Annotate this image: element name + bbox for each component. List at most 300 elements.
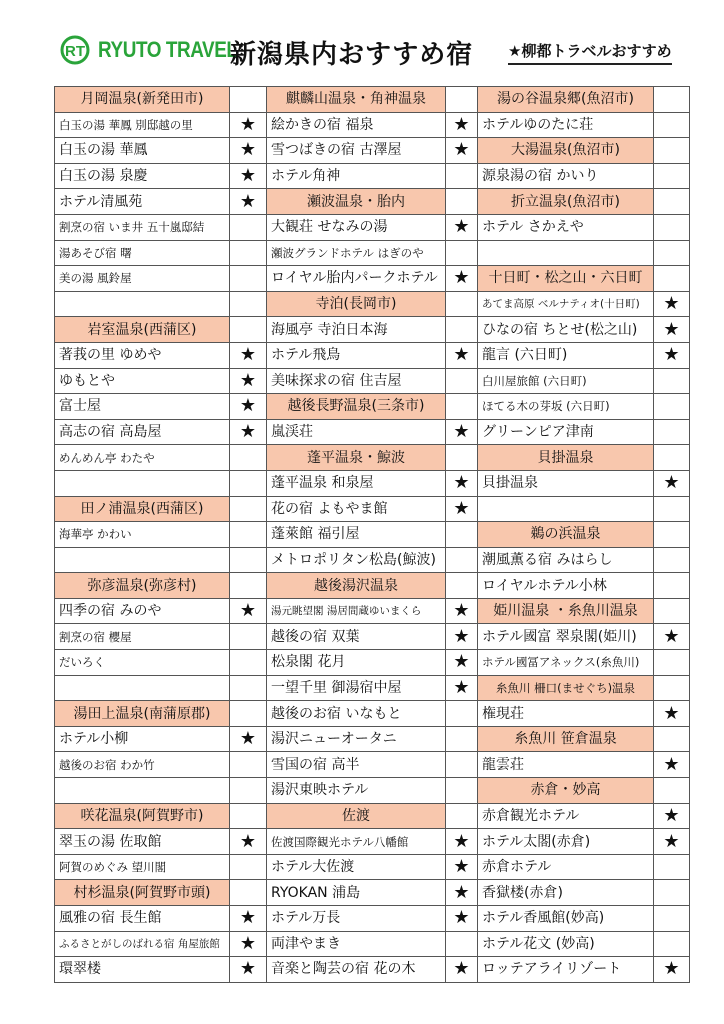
empty-cell	[230, 880, 267, 906]
region-header-row	[267, 189, 478, 215]
empty-cell	[654, 87, 690, 113]
empty-row	[55, 778, 267, 804]
recommended-star-icon: ★	[230, 394, 267, 420]
recommended-star-icon: ★	[230, 931, 267, 957]
region-header-row	[55, 496, 267, 522]
hotel-name: ホテル万長	[267, 906, 446, 932]
recommended-star-icon: ★	[654, 957, 690, 983]
recommended-star-icon: ★	[446, 419, 478, 445]
region-header-row	[478, 189, 690, 215]
hotel-row	[478, 573, 690, 599]
hotel-name: 湯沢東映ホテル	[267, 778, 446, 804]
region-header-row	[478, 522, 690, 548]
hotel-row	[267, 624, 478, 650]
hotel-name: 湯沢ニューオータニ	[267, 726, 446, 752]
empty-row	[478, 496, 690, 522]
hotel-row	[55, 214, 267, 240]
hotel-row	[267, 931, 478, 957]
region-name: 蓬平温泉・鯨波	[267, 445, 446, 471]
empty-cell	[654, 496, 690, 522]
empty-cell	[55, 778, 230, 804]
recommended-star-icon: ★	[654, 470, 690, 496]
hotel-name: 赤倉ホテル	[478, 854, 654, 880]
hotel-row	[478, 547, 690, 573]
hotel-row	[478, 906, 690, 932]
hotel-row	[478, 342, 690, 368]
hotel-list	[54, 86, 689, 981]
region-header-row	[478, 138, 690, 164]
region-header-row	[267, 573, 478, 599]
recommended-star-icon: ★	[446, 342, 478, 368]
hotel-name: ゆもとや	[55, 368, 230, 394]
empty-star-cell	[654, 394, 690, 420]
region-name: 寺泊(長岡市)	[267, 291, 446, 317]
empty-star-cell	[230, 854, 267, 880]
hotel-name: 香獄楼(赤倉)	[478, 880, 654, 906]
hotel-row	[267, 317, 478, 343]
hotel-row	[267, 778, 478, 804]
hotel-row	[478, 317, 690, 343]
hotel-name: 絵かきの宿 福泉	[267, 112, 446, 138]
empty-cell	[230, 701, 267, 727]
hotel-row	[478, 368, 690, 394]
recommended-star-icon: ★	[654, 317, 690, 343]
hotel-name: 権現荘	[478, 701, 654, 727]
empty-star-cell	[654, 573, 690, 599]
recommended-star-icon: ★	[446, 266, 478, 292]
recommended-star-icon: ★	[654, 829, 690, 855]
empty-star-cell	[654, 931, 690, 957]
region-name: 咲花温泉(阿賀野市)	[55, 803, 230, 829]
empty-star-cell	[446, 931, 478, 957]
empty-star-cell	[654, 650, 690, 676]
region-name: 大湯温泉(魚沼市)	[478, 138, 654, 164]
empty-cell	[446, 573, 478, 599]
hotel-row	[55, 624, 267, 650]
empty-row	[55, 470, 267, 496]
empty-star-cell	[654, 214, 690, 240]
region-name: 糸魚川 笹倉温泉	[478, 726, 654, 752]
region-header-row	[267, 291, 478, 317]
recommended-star-icon: ★	[446, 112, 478, 138]
empty-star-cell	[230, 445, 267, 471]
hotel-row	[55, 906, 267, 932]
empty-star-cell	[654, 112, 690, 138]
region-name: 姫川温泉 ・糸魚川温泉	[478, 598, 654, 624]
hotel-row	[267, 829, 478, 855]
hotel-row	[478, 650, 690, 676]
empty-cell	[230, 317, 267, 343]
hotel-row	[55, 419, 267, 445]
empty-cell	[654, 189, 690, 215]
hotel-row	[267, 112, 478, 138]
region-name: 赤倉・妙高	[478, 778, 654, 804]
recommended-star-icon: ★	[446, 854, 478, 880]
hotel-row	[267, 240, 478, 266]
empty-cell	[230, 496, 267, 522]
hotel-row	[478, 931, 690, 957]
hotel-name: 湯元眺望閣 湯居間蔵ゆいまくら	[267, 598, 446, 624]
hotel-name: 白川屋旅館 (六日町)	[478, 368, 654, 394]
recommended-star-icon: ★	[654, 752, 690, 778]
empty-cell	[230, 675, 267, 701]
empty-star-cell	[654, 906, 690, 932]
hotel-name: メトロポリタン松島(鯨波)	[267, 547, 446, 573]
region-header-row	[267, 445, 478, 471]
hotel-name: 越後の宿 双葉	[267, 624, 446, 650]
page-header	[0, 0, 724, 86]
region-header-row	[55, 880, 267, 906]
hotel-name: 白玉の湯 泉慶	[55, 163, 230, 189]
empty-cell	[654, 598, 690, 624]
hotel-row	[267, 854, 478, 880]
hotel-name: ホテル國富 翠泉閣(姫川)	[478, 624, 654, 650]
hotel-name: 風雅の宿 長生館	[55, 906, 230, 932]
recommended-star-icon: ★	[230, 368, 267, 394]
hotel-row	[267, 880, 478, 906]
empty-cell	[230, 547, 267, 573]
hotel-row	[55, 112, 267, 138]
hotel-row	[267, 701, 478, 727]
hotel-name: 佐渡国際観光ホテル八幡館	[267, 829, 446, 855]
hotel-name: 美味探求の宿 住吉屋	[267, 368, 446, 394]
recommended-star-icon: ★	[446, 496, 478, 522]
hotel-row	[478, 854, 690, 880]
hotel-row	[478, 752, 690, 778]
hotel-name: 割烹の宿 いま井 五十嵐邸結	[55, 214, 230, 240]
empty-star-cell	[446, 240, 478, 266]
empty-star-cell	[446, 752, 478, 778]
hotel-name: 音楽と陶芸の宿 花の木	[267, 957, 446, 983]
hotel-name: 蓬平温泉 和泉屋	[267, 470, 446, 496]
hotel-name: 白玉の湯 華鳳	[55, 138, 230, 164]
empty-cell	[654, 726, 690, 752]
hotel-row	[267, 957, 478, 983]
recommended-star-icon: ★	[654, 624, 690, 650]
hotel-row	[267, 163, 478, 189]
empty-cell	[230, 573, 267, 599]
empty-star-cell	[446, 317, 478, 343]
hotel-name: あてま高原 ベルナティオ(十日町)	[478, 291, 654, 317]
hotel-row	[267, 419, 478, 445]
recommended-star-icon: ★	[230, 112, 267, 138]
hotel-row	[478, 214, 690, 240]
recommended-star-icon: ★	[446, 624, 478, 650]
hotel-column-1	[54, 86, 267, 983]
region-header-row	[478, 445, 690, 471]
hotel-row	[55, 189, 267, 215]
hotel-name: 美の湯 風鈴屋	[55, 266, 230, 292]
hotel-row	[55, 138, 267, 164]
hotel-name: 高志の宿 高島屋	[55, 419, 230, 445]
hotel-row	[55, 368, 267, 394]
empty-cell	[654, 778, 690, 804]
hotel-row	[478, 957, 690, 983]
hotel-row	[55, 163, 267, 189]
hotel-row	[55, 829, 267, 855]
empty-cell	[55, 470, 230, 496]
region-name: 瀬波温泉・胎内	[267, 189, 446, 215]
recommended-star-icon: ★	[446, 650, 478, 676]
hotel-column-2	[266, 86, 478, 983]
hotel-name: RYOKAN 浦島	[267, 880, 446, 906]
hotel-name: グリーンピア津南	[478, 419, 654, 445]
region-header-row	[55, 803, 267, 829]
region-name: 折立温泉(魚沼市)	[478, 189, 654, 215]
hotel-name: ほてる木の芽坂 (六日町)	[478, 394, 654, 420]
empty-cell	[230, 803, 267, 829]
hotel-name: ホテル太閤(赤倉)	[478, 829, 654, 855]
hotel-name: 雪つばきの宿 古澤屋	[267, 138, 446, 164]
hotel-name: 翠玉の湯 佐取館	[55, 829, 230, 855]
region-name: 越後湯沢温泉	[267, 573, 446, 599]
empty-star-cell	[654, 854, 690, 880]
hotel-row	[478, 394, 690, 420]
hotel-name: だいろく	[55, 650, 230, 676]
empty-star-cell	[446, 726, 478, 752]
empty-cell	[446, 291, 478, 317]
recommended-star-icon: ★	[230, 138, 267, 164]
empty-cell	[446, 394, 478, 420]
empty-cell	[654, 522, 690, 548]
hotel-name: 著莪の里 ゆめや	[55, 342, 230, 368]
hotel-column-3	[477, 86, 690, 983]
hotel-name: 両津やまき	[267, 931, 446, 957]
empty-cell	[446, 445, 478, 471]
recommended-star-icon: ★	[230, 726, 267, 752]
hotel-name: ひなの宿 ちとせ(松之山)	[478, 317, 654, 343]
empty-star-cell	[446, 701, 478, 727]
empty-cell	[230, 291, 267, 317]
hotel-row	[55, 957, 267, 983]
hotel-name: 貝掛温泉	[478, 470, 654, 496]
hotel-row	[55, 240, 267, 266]
region-name: 糸魚川 柵口(ませぐち)温泉	[478, 675, 654, 701]
hotel-row	[55, 342, 267, 368]
hotel-name: ホテル角神	[267, 163, 446, 189]
hotel-row	[267, 496, 478, 522]
empty-star-cell	[446, 778, 478, 804]
region-header-row	[55, 87, 267, 113]
region-name: 貝掛温泉	[478, 445, 654, 471]
hotel-name: 白玉の湯 華鳳 別邸越の里	[55, 112, 230, 138]
recommended-star-icon: ★	[654, 342, 690, 368]
hotel-row	[55, 445, 267, 471]
hotel-name: 潮風薫る宿 みはらし	[478, 547, 654, 573]
recommended-star-icon: ★	[230, 163, 267, 189]
empty-cell	[478, 240, 654, 266]
hotel-row	[267, 752, 478, 778]
region-name: 佐渡	[267, 803, 446, 829]
region-header-row	[55, 701, 267, 727]
recommended-star-icon: ★	[230, 189, 267, 215]
empty-star-cell	[654, 368, 690, 394]
empty-cell	[55, 547, 230, 573]
region-header-row	[267, 87, 478, 113]
hotel-name: 越後のお宿 いなもと	[267, 701, 446, 727]
empty-cell	[55, 291, 230, 317]
empty-cell	[55, 675, 230, 701]
empty-row	[55, 675, 267, 701]
rt-logo-icon	[60, 35, 94, 65]
hotel-row	[55, 394, 267, 420]
empty-cell	[478, 496, 654, 522]
hotel-row	[55, 266, 267, 292]
hotel-name: ホテル香風館(妙高)	[478, 906, 654, 932]
hotel-name: 湯あそび宿 曙	[55, 240, 230, 266]
hotel-name: ホテル清風苑	[55, 189, 230, 215]
empty-star-cell	[446, 522, 478, 548]
hotel-row	[267, 214, 478, 240]
recommended-star-icon: ★	[446, 598, 478, 624]
empty-cell	[654, 675, 690, 701]
recommended-star-icon: ★	[446, 138, 478, 164]
hotel-row	[478, 829, 690, 855]
empty-star-cell	[230, 522, 267, 548]
hotel-name: 花の宿 よもやま館	[267, 496, 446, 522]
empty-cell	[654, 445, 690, 471]
hotel-name: 大観荘 せなみの湯	[267, 214, 446, 240]
region-name: 湯田上温泉(南蒲原郡)	[55, 701, 230, 727]
recommended-star-icon: ★	[654, 291, 690, 317]
hotel-name: 割烹の宿 櫻屋	[55, 624, 230, 650]
hotel-row	[267, 650, 478, 676]
empty-star-cell	[654, 547, 690, 573]
hotel-row	[55, 726, 267, 752]
hotel-name: 環翠楼	[55, 957, 230, 983]
hotel-name: ホテル大佐渡	[267, 854, 446, 880]
hotel-name: ホテルゆのたに荘	[478, 112, 654, 138]
empty-cell	[230, 87, 267, 113]
hotel-name: 海風亭 寺泊日本海	[267, 317, 446, 343]
empty-row	[55, 291, 267, 317]
empty-cell	[654, 266, 690, 292]
empty-star-cell	[654, 880, 690, 906]
hotel-name: 雪国の宿 高半	[267, 752, 446, 778]
empty-row	[478, 240, 690, 266]
recommended-star-icon: ★	[446, 470, 478, 496]
hotel-name: 龍雲荘	[478, 752, 654, 778]
recommended-star-icon: ★	[230, 598, 267, 624]
hotel-row	[267, 266, 478, 292]
hotel-row	[55, 854, 267, 880]
region-name: 弥彦温泉(弥彦村)	[55, 573, 230, 599]
empty-star-cell	[230, 624, 267, 650]
empty-star-cell	[446, 368, 478, 394]
hotel-row	[55, 752, 267, 778]
hotel-row	[478, 624, 690, 650]
hotel-name: めんめん亭 わたや	[55, 445, 230, 471]
hotel-name: ふるさとがしのばれる宿 角屋旅館	[55, 931, 230, 957]
hotel-name: ホテル飛鳥	[267, 342, 446, 368]
hotel-row	[478, 291, 690, 317]
empty-star-cell	[654, 163, 690, 189]
region-header-row	[478, 675, 690, 701]
recommended-star-icon: ★	[230, 957, 267, 983]
region-name: 月岡温泉(新発田市)	[55, 87, 230, 113]
hotel-name: 越後のお宿 わか竹	[55, 752, 230, 778]
hotel-name: 富士屋	[55, 394, 230, 420]
recommended-star-icon: ★	[230, 342, 267, 368]
region-header-row	[478, 726, 690, 752]
hotel-row	[267, 726, 478, 752]
hotel-row	[478, 470, 690, 496]
hotel-name: 赤倉観光ホテル	[478, 803, 654, 829]
brand-mark: RT	[65, 43, 85, 60]
empty-star-cell	[230, 240, 267, 266]
empty-cell	[446, 189, 478, 215]
hotel-row	[478, 419, 690, 445]
recommended-star-icon: ★	[230, 419, 267, 445]
recommended-star-icon: ★	[446, 829, 478, 855]
region-header-row	[267, 394, 478, 420]
hotel-name: ロッテアライリゾート	[478, 957, 654, 983]
region-name: 田ノ浦温泉(西蒲区)	[55, 496, 230, 522]
region-name: 麒麟山温泉・角神温泉	[267, 87, 446, 113]
hotel-name: 龍言 (六日町)	[478, 342, 654, 368]
page-subtitle: ★柳都トラベルおすすめ	[508, 40, 672, 65]
region-header-row	[478, 598, 690, 624]
hotel-name: ロイヤル胎内パークホテル	[267, 266, 446, 292]
hotel-row	[478, 803, 690, 829]
hotel-name: 松泉閣 花月	[267, 650, 446, 676]
hotel-row	[267, 522, 478, 548]
empty-cell	[230, 778, 267, 804]
hotel-name: ホテル さかえや	[478, 214, 654, 240]
hotel-row	[55, 650, 267, 676]
empty-cell	[230, 470, 267, 496]
empty-cell	[446, 87, 478, 113]
hotel-row	[478, 701, 690, 727]
empty-star-cell	[230, 650, 267, 676]
recommended-star-icon: ★	[446, 957, 478, 983]
region-name: 越後長野温泉(三条市)	[267, 394, 446, 420]
hotel-row	[267, 675, 478, 701]
empty-star-cell	[446, 163, 478, 189]
hotel-name: 四季の宿 みのや	[55, 598, 230, 624]
hotel-row	[267, 342, 478, 368]
region-header-row	[478, 266, 690, 292]
hotel-name: 嵐渓荘	[267, 419, 446, 445]
recommended-star-icon: ★	[446, 880, 478, 906]
empty-star-cell	[230, 214, 267, 240]
recommended-star-icon: ★	[230, 906, 267, 932]
recommended-star-icon: ★	[446, 906, 478, 932]
empty-star-cell	[446, 547, 478, 573]
hotel-name: 瀬波グランドホテル はぎのや	[267, 240, 446, 266]
hotel-name: 源泉湯の宿 かいり	[478, 163, 654, 189]
recommended-star-icon: ★	[446, 675, 478, 701]
region-header-row	[267, 803, 478, 829]
region-header-row	[55, 317, 267, 343]
hotel-name: 海華亭 かわい	[55, 522, 230, 548]
region-header-row	[55, 573, 267, 599]
hotel-name: ホテル小柳	[55, 726, 230, 752]
recommended-star-icon: ★	[654, 701, 690, 727]
empty-cell	[654, 138, 690, 164]
hotel-row	[267, 547, 478, 573]
empty-star-cell	[230, 752, 267, 778]
region-header-row	[478, 778, 690, 804]
recommended-star-icon: ★	[446, 214, 478, 240]
hotel-row	[478, 163, 690, 189]
region-name: 十日町・松之山・六日町	[478, 266, 654, 292]
region-header-row	[478, 87, 690, 113]
hotel-row	[55, 522, 267, 548]
brand-name: RYUTO TRAVEL	[98, 37, 238, 62]
recommended-star-icon: ★	[654, 803, 690, 829]
hotel-row	[55, 931, 267, 957]
